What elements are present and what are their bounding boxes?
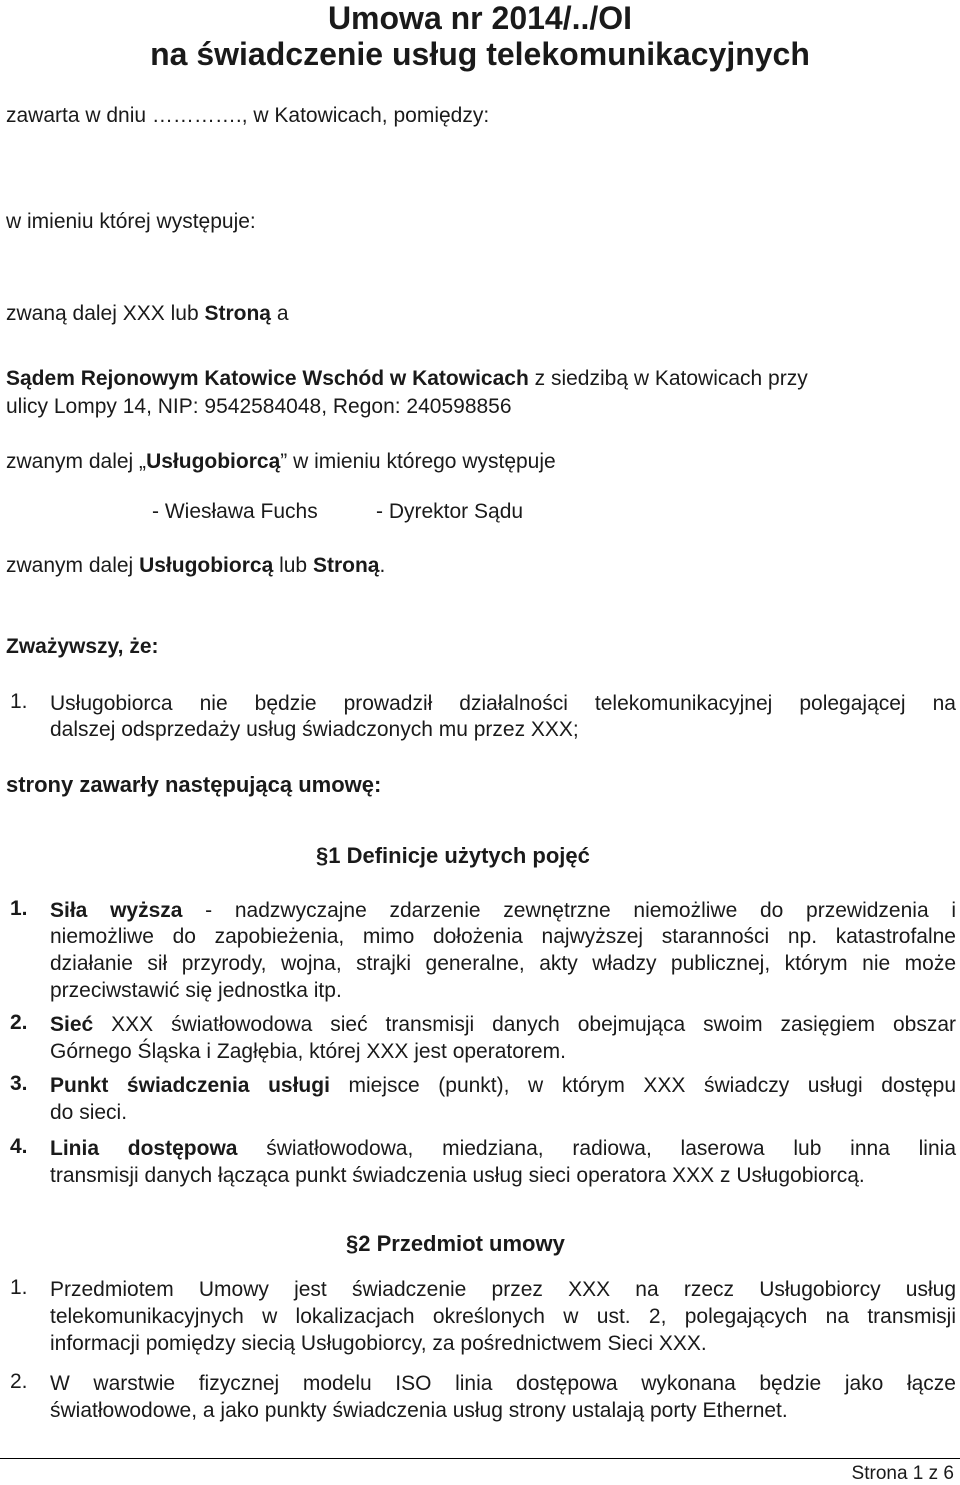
concluded-line: zawarta w dniu …………., w Katowicach, pomiędzy: bbox=[6, 104, 490, 127]
def-item-4-line-1 bbox=[50, 1135, 956, 1163]
def-item-3-line-2: do sieci. bbox=[50, 1101, 128, 1124]
def-item-4-line-2: transmisji danych łącząca punkt świadczenia usług sieci operatora XXX z Usługobiorcą. bbox=[50, 1164, 865, 1187]
def-item-4-term: Linia dostępowa bbox=[50, 1137, 238, 1160]
party-called2-line bbox=[6, 552, 385, 580]
represented-line: w imieniu której występuje: bbox=[6, 210, 256, 233]
subject-item-1-number: 1. bbox=[10, 1276, 28, 1299]
def-item-2-line-1 bbox=[50, 1011, 956, 1039]
party-called2-bold1: Usługobiorcą bbox=[139, 554, 274, 577]
party-seat: z siedzibą w Katowicach przy bbox=[528, 367, 808, 390]
whereas-item-number: 1. bbox=[10, 690, 28, 713]
called-post: a bbox=[270, 302, 289, 325]
subject-item-2-number: 2. bbox=[10, 1370, 28, 1393]
called-bold: Stroną bbox=[204, 302, 271, 325]
subject-item-1-line-1: Przedmiotem Umowy jest świadczenie przez XXX na rzecz Usługobiorcy usług bbox=[50, 1278, 956, 1301]
subject-item-2-line-2: światłowodowe, a jako punkty świadczenia usług strony ustalają porty Ethernet. bbox=[50, 1399, 788, 1422]
whereas-item-line-2: dalszej odsprzedaży usług świadczonych mu przez XXX; bbox=[50, 718, 579, 741]
footer-divider bbox=[0, 1458, 960, 1459]
party-line-2: ulicy Lompy 14, NIP: 9542584048, Regon: 240598856 bbox=[6, 395, 512, 418]
def-item-1-line-1 bbox=[50, 897, 956, 925]
subject-item-1-line-2: telekomunikacyjnych w lokalizacjach określonych w ust. 2, polegających na transmisji bbox=[50, 1305, 956, 1328]
def-item-1-term: Siła wyższa bbox=[50, 899, 183, 922]
page-number: Strona 1 z 6 bbox=[851, 1463, 954, 1484]
representative-name: - Wiesława Fuchs bbox=[152, 500, 318, 523]
contract-subtitle: na świadczenie usług telekomunikacyjnych bbox=[150, 36, 810, 72]
party-name: Sądem Rejonowym Katowice Wschód w Katowicach bbox=[6, 367, 529, 390]
def-item-2-line-2: Górnego Śląska i Zagłębia, której XXX jest operatorem. bbox=[50, 1040, 566, 1063]
def-item-2-rest: XXX światłowodowa sieć transmisji danych obejmująca swoim zasięgiem obszar bbox=[93, 1013, 956, 1036]
def-item-3-term: Punkt świadczenia usługi bbox=[50, 1074, 330, 1097]
whereas-heading: Zważywszy, że: bbox=[6, 635, 159, 658]
def-item-1-line-3: działanie sił przyrody, wojna, strajki generalne, akty władzy publicznej, którym nie może bbox=[50, 952, 956, 975]
contract-title: Umowa nr 2014/../OI bbox=[327, 0, 633, 36]
def-item-3-line-1 bbox=[50, 1072, 956, 1100]
section-1-title: §1 Definicje użytych pojęć bbox=[316, 843, 590, 868]
def-item-3-number: 3. bbox=[10, 1072, 28, 1095]
party-called2-post: . bbox=[379, 554, 386, 577]
def-item-1-line-4: przeciwstawić się jednostka itp. bbox=[50, 979, 342, 1002]
party-called-bold: Usługobiorcą bbox=[146, 450, 281, 473]
def-item-1-line-2: niemożliwe do zapobieżenia, mimo dołożenia najwyższej staranności np. katastrofalne bbox=[50, 925, 956, 948]
representative-role: - Dyrektor Sądu bbox=[376, 500, 524, 523]
called-line bbox=[6, 300, 289, 328]
section-2-title: §2 Przedmiot umowy bbox=[346, 1231, 565, 1256]
called-pre: zwaną dalej XXX lub bbox=[6, 302, 205, 325]
def-item-1-number: 1. bbox=[10, 897, 28, 920]
def-item-2-term: Sieć bbox=[50, 1013, 94, 1036]
def-item-4-number: 4. bbox=[10, 1135, 28, 1158]
def-item-1-rest: - nadzwyczajne zdarzenie zewnętrzne niemożliwe do przewidzenia i bbox=[182, 899, 957, 922]
party-called2-bold2: Stroną bbox=[312, 554, 380, 577]
agreed-heading: strony zawarły następującą umowę: bbox=[6, 772, 382, 797]
def-item-3-rest: miejsce (punkt), w którym XXX świadczy usługi dostępu bbox=[329, 1074, 956, 1097]
subject-item-2-line-1: W warstwie fizycznej modelu ISO linia dostępowa wykonana będzie jako łącze bbox=[50, 1372, 956, 1395]
def-item-4-rest: światłowodowa, miedziana, radiowa, laserowa lub inna linia bbox=[237, 1137, 956, 1160]
party-called2-mid: lub bbox=[273, 554, 313, 577]
def-item-2-number: 2. bbox=[10, 1011, 28, 1034]
party-called-post: ” w imieniu którego występuje bbox=[280, 450, 556, 473]
whereas-item-line-1: Usługobiorca nie będzie prowadził działalności telekomunikacyjnej polegającej na bbox=[50, 692, 956, 715]
party-called2-pre: zwanym dalej bbox=[6, 554, 140, 577]
subject-item-1-line-3: informacji pomiędzy siecią Usługobiorcy, za pośrednictwem Sieci XXX. bbox=[50, 1332, 707, 1355]
party-called-pre: zwanym dalej „ bbox=[6, 450, 147, 473]
party-called-line bbox=[6, 448, 556, 476]
party-line-1 bbox=[6, 365, 954, 393]
